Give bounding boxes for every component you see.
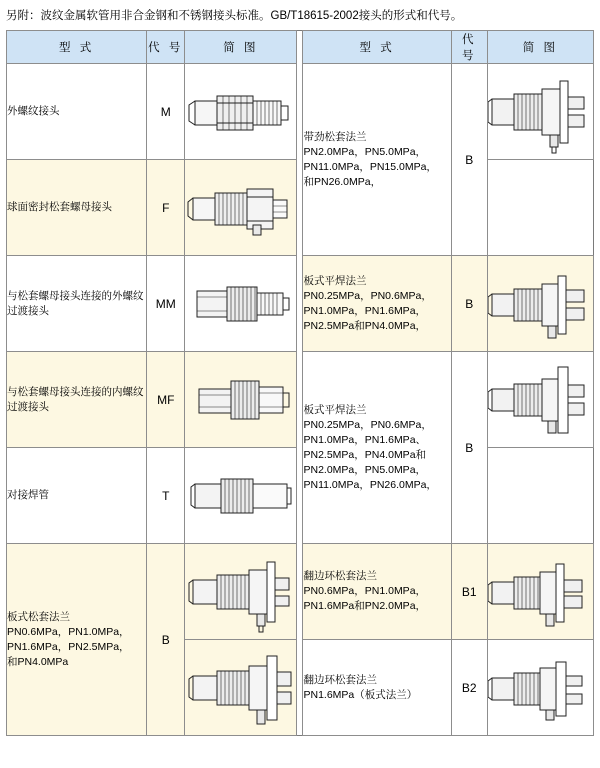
table-body: [7, 64, 594, 736]
left-figure-3: [185, 352, 297, 448]
left-type-1: 球面密封松套螺母接头: [7, 160, 147, 256]
left-type-3: 与松套螺母接头连接的内螺纹过渡接头: [7, 352, 147, 448]
right-type-0: 带劲松套法兰 PN2.0MPa，PN5.0MPa， PN11.0MPa，PN15.0MPa， 和PN26.0MPa，: [303, 64, 451, 256]
left-code-5: B: [147, 544, 185, 736]
right-code-2: B: [451, 352, 487, 544]
left-type-4: 对接焊管: [7, 448, 147, 544]
left-code-4: T: [147, 448, 185, 544]
right-figure-1: [487, 256, 593, 352]
header-code-right: 代 号: [451, 31, 487, 64]
header-figure-left: 简 图: [185, 31, 297, 64]
right-code-1: B: [451, 256, 487, 352]
right-figure-3: [487, 544, 593, 640]
table-header-row: [7, 31, 594, 64]
header-figure-right: 简 图: [487, 31, 593, 64]
left-code-2: MM: [147, 256, 185, 352]
left-type-5: 板式松套法兰 PN0.6MPa，PN1.0MPa， PN1.6MPa，PN2.5MPa， 和PN4.0MPa: [7, 544, 147, 736]
header-type-left: 型 式: [7, 31, 147, 64]
right-type-3: 翻边环松套法兰 PN0.6MPa，PN1.0MPa， PN1.6MPa和PN2.0MPa，: [303, 544, 451, 640]
table-row: [7, 64, 594, 160]
left-code-1: F: [147, 160, 185, 256]
right-code-4: B2: [451, 640, 487, 736]
page-title: 另附：波纹金属软管用非合金钢和不锈钢接头标准。GB/T18615-2002接头的形式和代号。: [6, 10, 463, 22]
left-type-0: 外螺纹接头: [7, 64, 147, 160]
left-figure-4: [185, 448, 297, 544]
right-figure-0a: [487, 64, 593, 160]
left-code-3: MF: [147, 352, 185, 448]
left-type-2: 与松套螺母接头连接的外螺纹过渡接头: [7, 256, 147, 352]
header-type-right: 型 式: [303, 31, 451, 64]
right-code-0: B: [451, 64, 487, 256]
fittings-table: [6, 30, 594, 736]
left-figure-2: [185, 256, 297, 352]
left-figure-0: [185, 64, 297, 160]
right-type-4: 翻边环松套法兰 PN1.6MPa（板式法兰）: [303, 640, 451, 736]
left-figure-1: [185, 160, 297, 256]
right-figure-2a: [487, 352, 593, 448]
right-code-3: B1: [451, 544, 487, 640]
table-header: [7, 31, 594, 64]
right-figure-4: [487, 640, 593, 736]
left-code-0: M: [147, 64, 185, 160]
header-code-left: 代 号: [147, 31, 185, 64]
left-figure-5b: [185, 640, 297, 736]
right-type-1: 板式平焊法兰 PN0.25MPa，PN0.6MPa， PN1.0MPa，PN1.6MPa， PN2.5MPa和PN4.0MPa，: [303, 256, 451, 352]
right-type-2: 板式平焊法兰 PN0.25MPa，PN0.6MPa， PN1.0MPa，PN1.6MPa、 PN2.5MPa，PN4.0MPa和 PN2.0MPa，PN5.0MPa， PN11.0MPa，PN26.0MPa，: [303, 352, 451, 544]
left-figure-5a: [185, 544, 297, 640]
